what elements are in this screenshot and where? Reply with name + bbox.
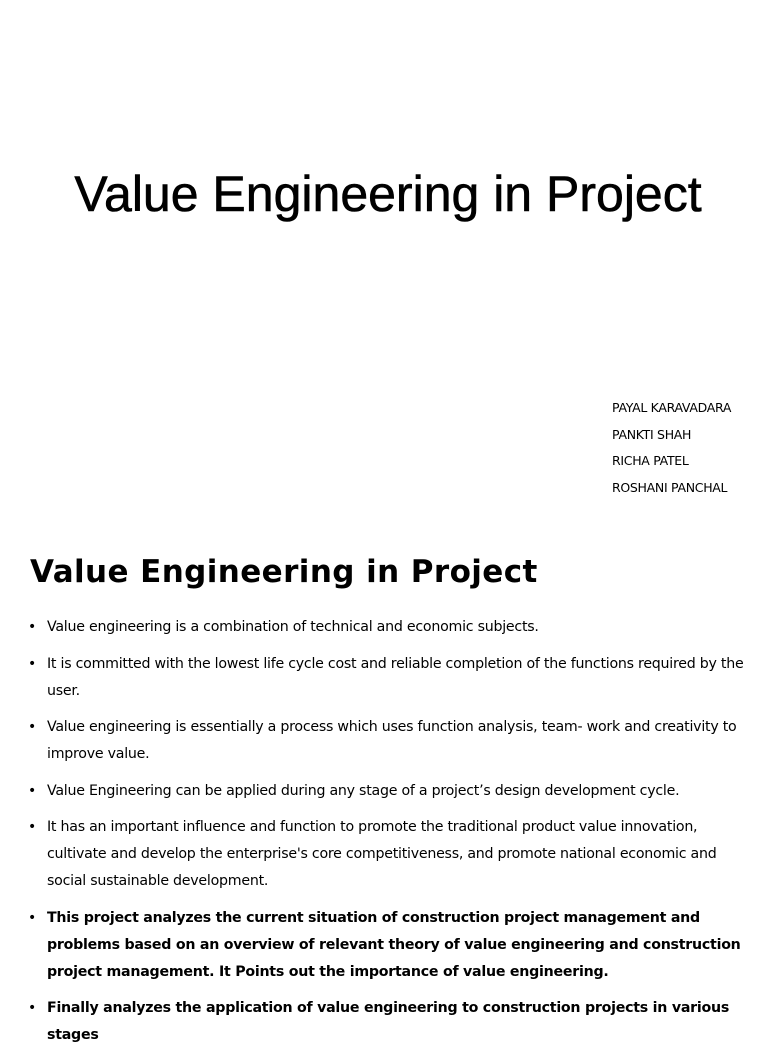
author-list [612,396,731,503]
bullet-text: Finally analyzes the application of value engineering to construction projects in various stages [47,1000,730,1043]
bullet-item [0,905,768,986]
bullet-item [0,651,768,705]
author-name: PAYAL KARAVADARA [612,400,732,415]
bullet-item [0,814,768,895]
bullet-dot: • [28,619,37,635]
bullet-item [0,614,768,641]
bullet-text: Value Engineering can be applied during any stage of a project’s design development cycle. [47,782,680,799]
bullet-dot: • [28,1000,37,1016]
bullet-item [0,714,768,768]
bullet-dot: • [28,782,37,799]
author-name: ROSHANI PANCHAL [612,480,728,496]
bullet-text: Value engineering is essentially a process which uses function analysis, team- work and creativity to improve value. [47,719,737,762]
bullet-text: It is committed with the lowest life cycle cost and reliable completion of the functions required by the user. [47,655,744,699]
bullet-dot: • [28,819,37,835]
section-heading: Value Engineering in Project [30,554,538,590]
bullet-dot: • [28,719,37,735]
slide-title: Value Engineering in Project [74,166,702,222]
bullet-item [0,995,768,1049]
author-name: PANKTI SHAH [612,426,692,442]
bullet-text: It has an important influence and function to promote the traditional product value innovation, cultivate and develop the enterprise's core competitiveness, and promote national economic and social sustainable development. [47,819,717,889]
bullet-list [0,614,768,1059]
bullet-text: This project analyzes the current situation of construction project management and problems based on an overview of relevant theory of value engineering and construction project management. It Points out the importance of value engineering. [47,909,741,980]
bullet-dot: • [28,655,37,672]
bullet-item [0,778,768,805]
author-name: RICHA PATEL [612,453,689,469]
bullet-dot: • [28,909,37,926]
bullet-text: Value engineering is a combination of technical and economic subjects. [47,619,539,635]
